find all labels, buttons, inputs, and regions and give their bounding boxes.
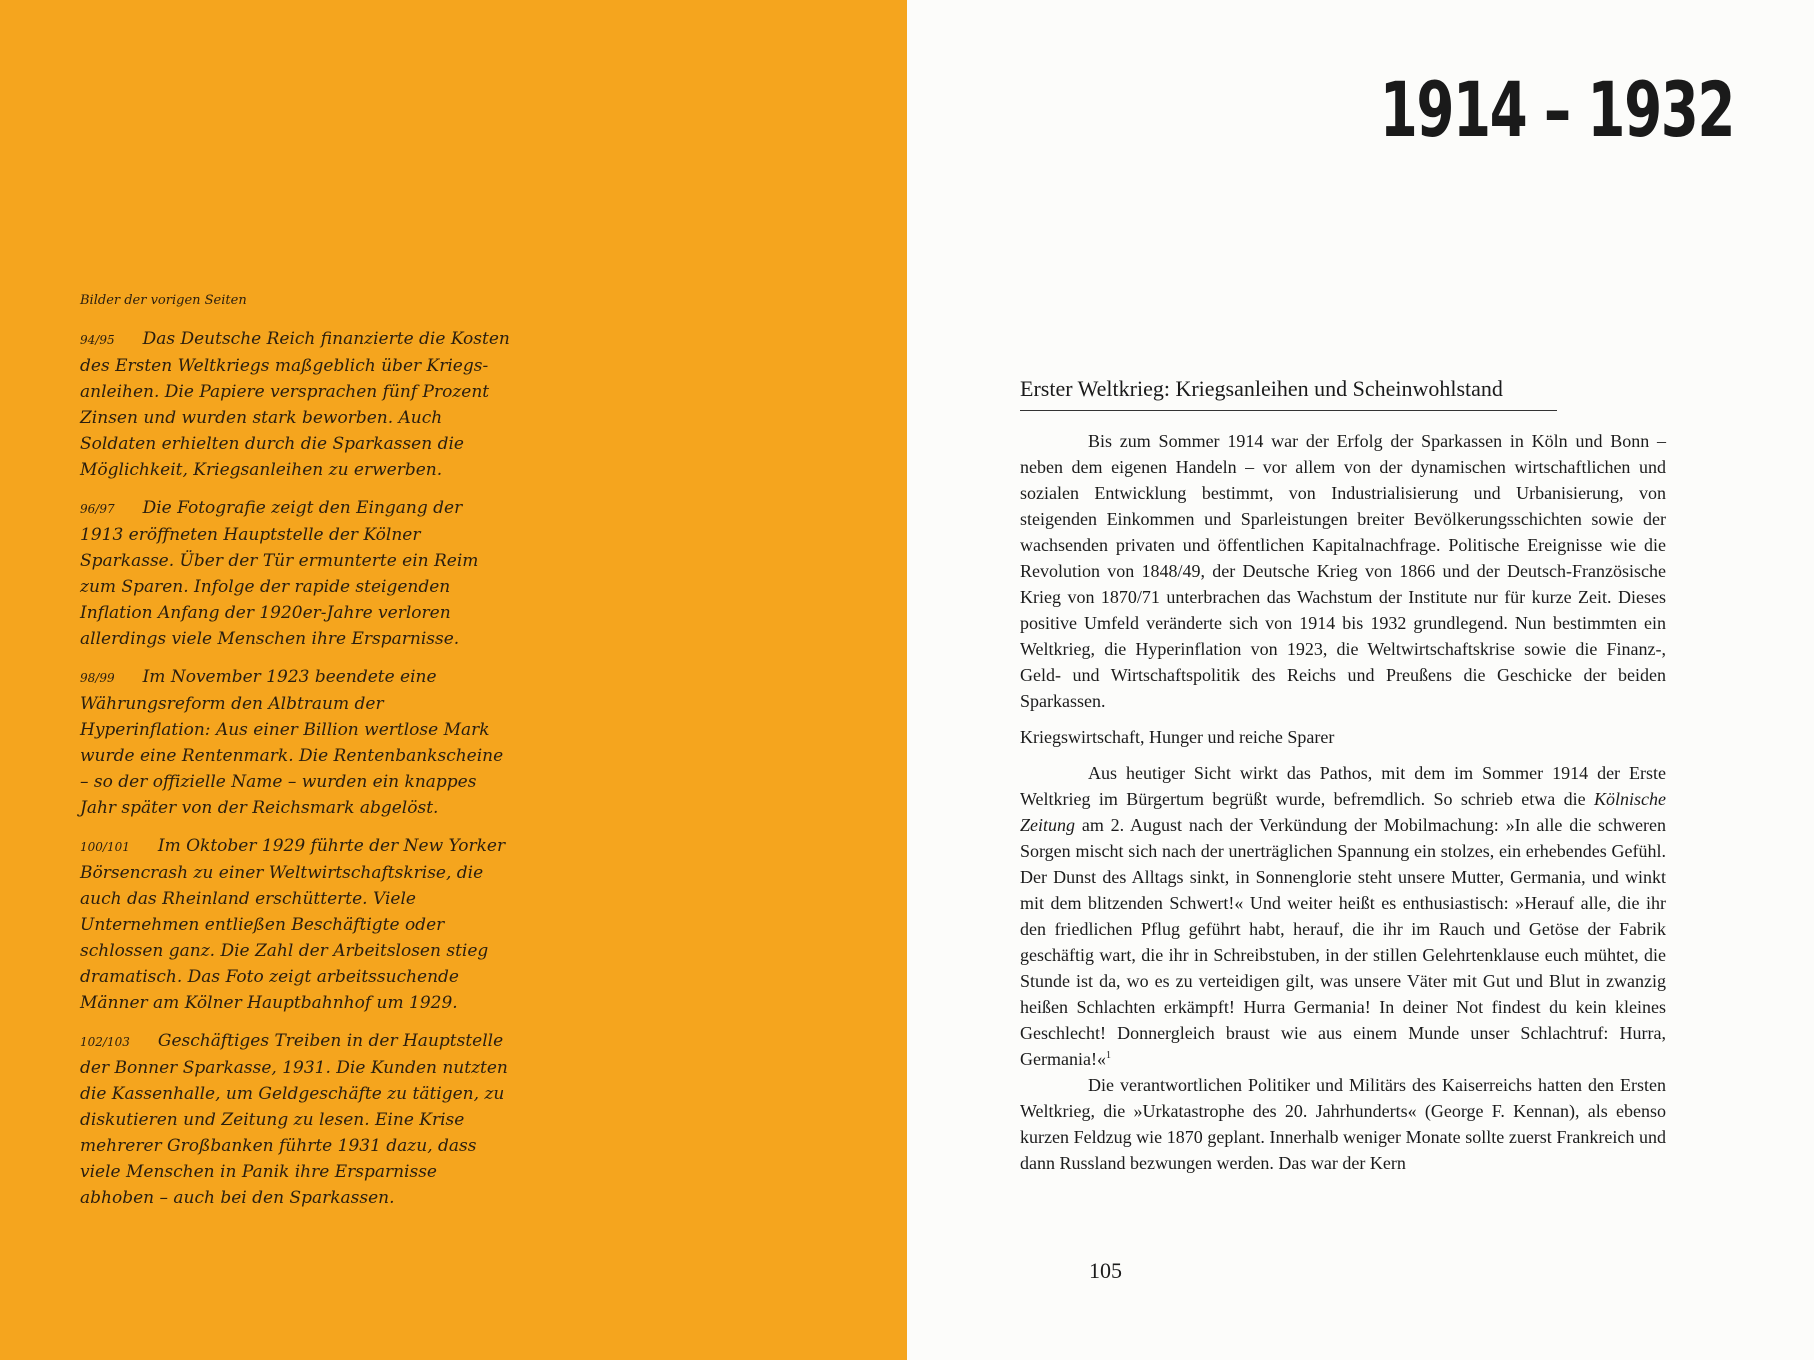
paragraph-3: Die verantwortlichen Politiker und Militärs des Kaiserreichs hatten den Ersten Weltkrieg, die »Urkatastrophe des 20. Jahrhunderts« (George F. Kennan), als ebenso kurzen Feldzug wie 1870 geplant. Innerhalb weniger Monate sollte zuerst Frankreich und dann Russland bezwungen werden. Das war der Kern bbox=[1020, 1075, 1666, 1173]
paragraph-2-part-1: Aus heutiger Sicht wirkt das Pathos, mit dem im Sommer 1914 der Erste Weltkrieg im Bürgertum begrüßt wurde, befremdlich. So schrieb etwa die bbox=[1020, 763, 1666, 809]
caption-page-numbers: 102/103 bbox=[80, 1035, 130, 1049]
caption-page-numbers: 98/99 bbox=[80, 671, 115, 685]
footnote-marker: 1 bbox=[1105, 1050, 1111, 1061]
captions-heading: Bilder der vorigen Seiten bbox=[80, 293, 247, 308]
page-number: 105 bbox=[1089, 1258, 1122, 1283]
caption-text: Im November 1923 beendete eine Währungsreform den Albtraum der Hyperinflation: Aus einer Billion wertlose Mark wurde eine Rentenmark. Die Rentenbankscheine – so der offizielle Name – wurden ein knappes Jahr später von der Reichsmark abgelöst. bbox=[80, 667, 504, 818]
body-text bbox=[1020, 428, 1666, 1176]
caption-item bbox=[80, 664, 510, 821]
paragraph-2-part-2: am 2. August nach der Verkündung der Mobilmachung: »In alle die schweren Sorgen mischt sich nach der unerträglichen Spannung ein stolzes, ein erhebendes Gefühl. Der Dunst des Alltags sinkt, in Sonnenglorie steht unsere Mutter, Germania, und winkt mit dem blitzenden Schwert!« Und weiter heißt es enthusiastisch: »Herauf alle, die ihr den friedlichen Pflug geführt habt, herauf, die ihr im Rauch und Getöse der Fabrik geschäftig wart, die ihr in Schreibstuben, in der stillen Gelehrtenklause euch mühtet, die Stunde ist da, wo es zu verteidigen gilt, was unsere Väter mit Gut und Blut in zwanzig heißen Schlachten erkämpft! Hurra Germania! In deiner Not findest du kein kleines Geschlecht! Donnergleich braust wie aus einem Munde unser Schlachtruf: Hurra, Germania!« bbox=[1020, 815, 1666, 1069]
caption-text: Das Deutsche Reich finanzierte die Kosten des Ersten Weltkriegs maßgeblich über Kriegsanleihen. Die Papiere versprachen fünf Prozent Zinsen und wurden stark beworben. Auch Soldaten erhielten durch die Sparkassen die Möglichkeit, Kriegsanleihen zu erwerben. bbox=[80, 329, 510, 480]
caption-page-numbers: 94/95 bbox=[80, 333, 115, 347]
caption-item bbox=[80, 326, 510, 483]
caption-item bbox=[80, 833, 510, 1016]
newspaper-name: Kölnische Zeitung bbox=[1020, 789, 1666, 835]
caption-page-numbers: 100/101 bbox=[80, 840, 130, 854]
caption-item bbox=[80, 1028, 510, 1211]
caption-item bbox=[80, 495, 510, 652]
caption-page-numbers: 96/97 bbox=[80, 502, 115, 516]
caption-text: Die Fotografie zeigt den Eingang der 1913 eröffneten Hauptstelle der Kölner Sparkasse. Über der Tür ermunterte ein Reim zum Sparen. Infolge der rapide steigenden Inflation Anfang der 1920er-Jahre verloren allerdings viele Menschen ihre Ersparnisse. bbox=[80, 498, 479, 649]
section-heading: Erster Weltkrieg: Kriegsanleihen und Scheinwohlstand bbox=[1020, 374, 1557, 411]
chapter-title: 1914 – 1932 bbox=[1379, 65, 1734, 154]
paragraph-2 bbox=[1020, 760, 1666, 1072]
paragraph-1: Bis zum Sommer 1914 war der Erfolg der Sparkassen in Köln und Bonn – neben dem eigenen Handeln – vor allem von der dynamischen wirtschaftlichen und sozialen Entwicklung bestimmt, von Industrialisierung und Urbanisierung, von steigenden Einkommen und Sparleistungen breiter Bevölkerungsschichten sowie der wachsenden privaten und öffentlichen Kapitalnachfrage. Politische Ereignisse wie die Revolution von 1848/49, der Deutsche Krieg von 1866 und der Deutsch-Französische Krieg von 1870/71 unterbrachen das Wachstum der Institute nur für kurze Zeit. Dieses positive Umfeld veränderte sich von 1914 bis 1932 grundlegend. Nun bestimmten ein Weltkrieg, die Hyperinflation von 1923, die Weltwirtschaftskrise sowie die Finanz-, Geld- und Wirtschaftspolitik des Reichs und Preußens die Geschicke der beiden Sparkassen. bbox=[1020, 431, 1666, 711]
right-page bbox=[907, 0, 1814, 1360]
image-captions bbox=[80, 288, 510, 1223]
subheading: Kriegswirtschaft, Hunger und reiche Sparer bbox=[1020, 727, 1335, 747]
caption-text: Geschäftiges Treiben in der Hauptstelle der Bonner Sparkasse, 1931. Die Kunden nutzten die Kassenhalle, um Geldgeschäfte zu tätigen, zu diskutieren und Zeitung zu lesen. Eine Krise mehrerer Großbanken führte 1931 dazu, dass viele Menschen in Panik ihre Ersparnisse abhoben – auch bei den Sparkassen. bbox=[80, 1031, 508, 1208]
caption-text: Im Oktober 1929 führte der New Yorker Börsencrash zu einer Weltwirtschaftskrise, die auch das Rheinland erschütterte. Viele Unternehmen entließen Beschäftigte oder schlossen ganz. Die Zahl der Arbeitslosen stieg dramatisch. Das Foto zeigt arbeitssuchende Männer am Kölner Hauptbahnhof um 1929. bbox=[80, 836, 506, 1013]
